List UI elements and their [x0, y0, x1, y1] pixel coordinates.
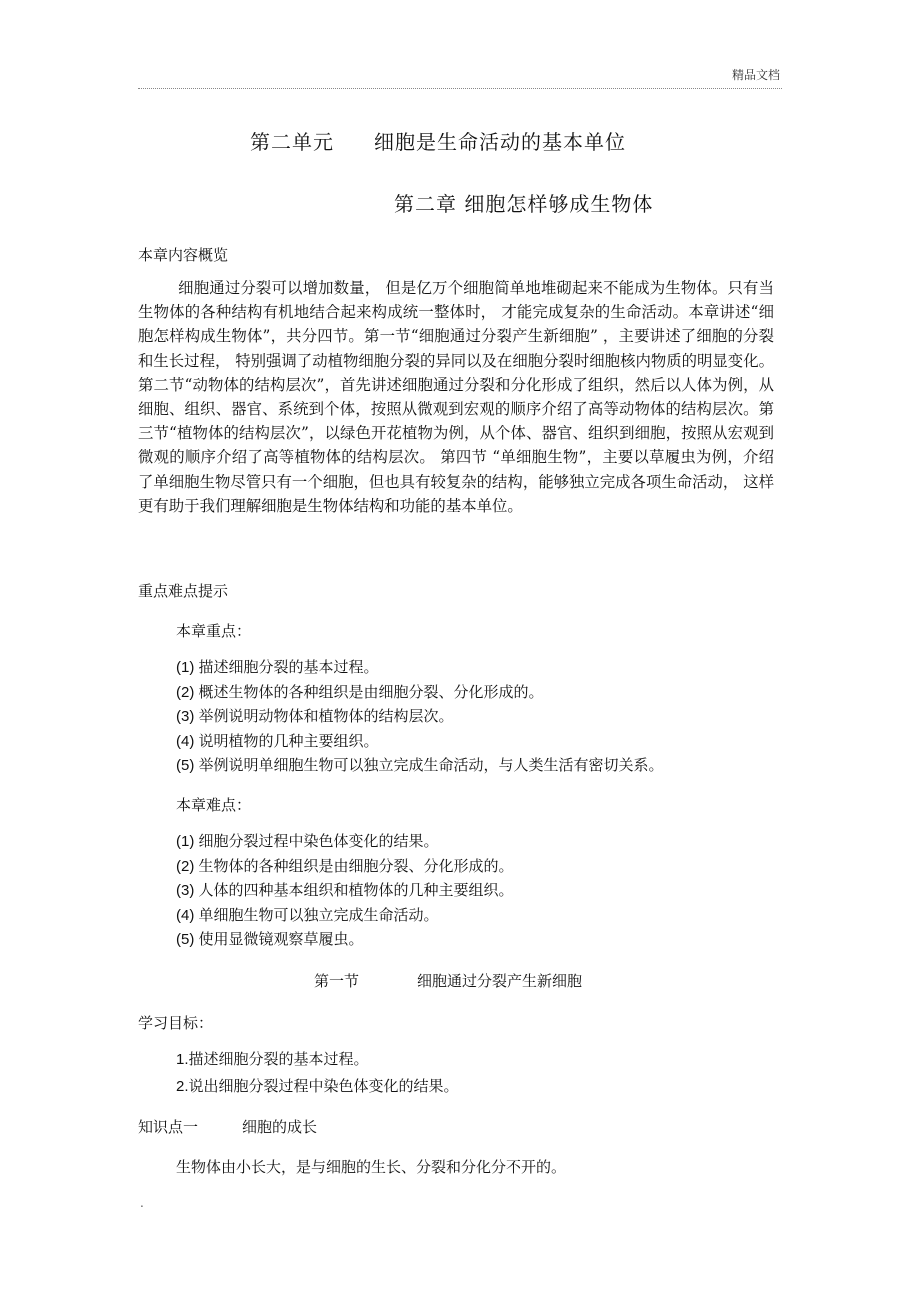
section-number: 第一节 — [314, 972, 360, 990]
focus-label: 本章重点： — [176, 622, 252, 640]
list-item: (1) 描述细胞分裂的基本过程。 — [176, 659, 379, 676]
unit-number: 第二单元 — [250, 130, 334, 154]
objectives-heading: 学习目标： — [138, 1014, 214, 1032]
focus-list — [176, 656, 664, 779]
header-divider — [138, 88, 782, 89]
section-title — [314, 970, 582, 991]
list-item: (3) 举例说明动物体和植物体的结构层次。 — [176, 708, 454, 725]
list-item: (5) 举例说明单细胞生物可以独立完成生命活动，与人类生活有密切关系。 — [176, 757, 664, 774]
knowledge-point-heading — [138, 1116, 317, 1137]
overview-text: 细胞通过分裂可以增加数量， 但是亿万个细胞简单地堆砌起来不能成为生物体。只有当生物体的各种结构有机地结合起来构成统一整体时， 才能完成复杂的生命活动。本章讲述“细胞怎样构成生物体”，共分四节。第一节“细胞通过分裂产生新细胞” ，主要讲述了细胞的分裂和生长过程， 特别强调了动植物细胞分裂的异同以及在细胞分裂时细胞核内物质的明显变化。 第二节“动物体的结构层次”，首先讲述细胞通过分裂和分化形成了组织，然后以人体为例，从细胞、组织、器官、系统到个体，按照从微观到宏观的顺序介绍了高等动物体的结构层次。第三节“植物体的结构层次”，以绿色开花植物为例，从个体、器官、组织到细胞，按照从宏观到微观的顺序介绍了高等植物体的结构层次。 第四节 “单细胞生物”，主要以草履虫为例，介绍了单细胞生物尽管只有一个细胞，但也具有较复杂的结构，能够独立完成各项生命活动， 这样更有助于我们理解细胞是生物体结构和功能的基本单位。 — [138, 279, 774, 515]
list-item: (1) 细胞分裂过程中染色体变化的结果。 — [176, 833, 439, 850]
difficulty-list — [176, 830, 514, 953]
key-points-heading: 重点难点提示 — [138, 582, 229, 600]
list-item: (5) 使用显微镜观察草履虫。 — [176, 931, 364, 948]
page-header-label: 精品文档 — [731, 68, 780, 82]
list-item: (2) 生物体的各种组织是由细胞分裂、分化形成的。 — [176, 857, 514, 875]
footer-mark: . — [140, 1196, 144, 1210]
knowledge-point-label: 知识点一 — [138, 1118, 199, 1136]
list-item: (3) 人体的四种基本组织和植物体的几种主要组织。 — [176, 882, 514, 899]
section-name: 细胞通过分裂产生新细胞 — [417, 972, 583, 990]
overview-heading: 本章内容概览 — [138, 246, 229, 264]
body-text: 生物体由小长大，是与细胞的生长、分裂和分化分不开的。 — [176, 1158, 567, 1176]
list-item: (4) 单细胞生物可以独立完成生命活动。 — [176, 906, 439, 924]
unit-title — [250, 126, 626, 155]
chapter-title: 第二章 细胞怎样够成生物体 — [394, 192, 654, 216]
list-item: 2.说出细胞分裂过程中染色体变化的结果。 — [176, 1078, 459, 1095]
unit-name: 细胞是生命活动的基本单位 — [374, 130, 626, 154]
knowledge-point-title: 细胞的成长 — [242, 1118, 318, 1136]
list-item: (2) 概述生物体的各种组织是由细胞分裂、分化形成的。 — [176, 683, 544, 701]
objectives-list — [176, 1046, 459, 1100]
difficulty-label: 本章难点： — [176, 796, 252, 814]
list-item: 1.描述细胞分裂的基本过程。 — [176, 1051, 369, 1068]
list-item: (4) 说明植物的几种主要组织。 — [176, 732, 379, 750]
overview-paragraph — [138, 276, 774, 518]
